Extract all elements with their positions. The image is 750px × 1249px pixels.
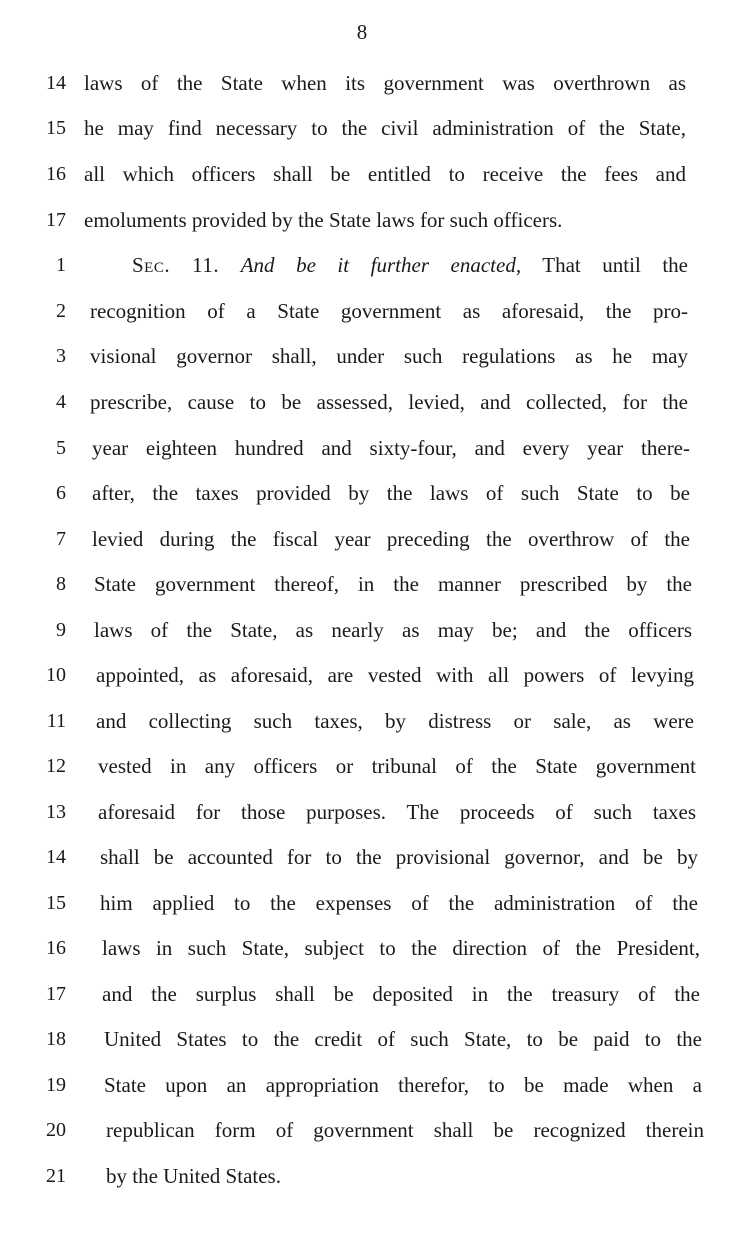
line-number: 14 (46, 72, 66, 94)
text-line (0, 841, 750, 873)
line-number: 17 (46, 983, 66, 1005)
text-line (0, 568, 750, 600)
line-number: 14 (46, 846, 66, 868)
text-line (0, 978, 750, 1010)
line-number: 8 (56, 573, 66, 595)
line-text: laws in such State, subject to the direction of the President, (102, 936, 700, 960)
text-line (0, 1023, 750, 1055)
line-number: 15 (46, 117, 66, 139)
text-line (0, 1069, 750, 1101)
line-text (132, 249, 688, 281)
line-number: 1 (56, 254, 66, 276)
line-text: republican form of government shall be recognized therein (106, 1118, 704, 1142)
line-number: 9 (56, 619, 66, 641)
line-number: 6 (56, 482, 66, 504)
line-text: emoluments provided by the State laws for such officers. (84, 208, 563, 232)
line-text: and the surplus shall be deposited in the treasury of the (102, 982, 700, 1006)
text-line (0, 887, 750, 919)
text-line (0, 204, 750, 236)
section-heading-line (0, 249, 750, 281)
line-text: prescribe, cause to be assessed, levied, and collected, for the (90, 390, 688, 414)
enacting-clause: And be it further enacted, (240, 253, 522, 277)
text-line (0, 1160, 750, 1192)
section-label: Sec. 11. (132, 253, 220, 277)
line-number: 13 (46, 801, 66, 823)
line-text: year eighteen hundred and sixty-four, and every year there- (92, 436, 690, 460)
text-line (0, 386, 750, 418)
line-text: recognition of a State government as aforesaid, the pro- (90, 299, 688, 323)
line-number: 11 (46, 710, 66, 732)
line-text: laws of the State when its government was overthrown as (84, 71, 686, 95)
line-number: 10 (46, 664, 66, 686)
text-line (0, 796, 750, 828)
line-text-remainder: That until the (542, 253, 689, 277)
line-number: 12 (46, 755, 66, 777)
line-text: levied during the fiscal year preceding the overthrow of the (92, 527, 690, 551)
text-line (0, 158, 750, 190)
page-number: 8 (356, 20, 368, 44)
line-text: shall be accounted for to the provisional governor, and be by (100, 845, 698, 869)
line-text: he may find necessary to the civil administration of the State, (84, 116, 686, 140)
text-line (0, 340, 750, 372)
text-line (0, 112, 750, 144)
line-number: 16 (46, 937, 66, 959)
line-text: visional governor shall, under such regulations as he may (90, 344, 688, 368)
line-number: 7 (56, 528, 66, 550)
line-number: 20 (46, 1119, 66, 1141)
text-line (0, 932, 750, 964)
line-number: 16 (46, 163, 66, 185)
line-number: 5 (56, 437, 66, 459)
line-text: him applied to the expenses of the administration of the (100, 891, 698, 915)
line-text: vested in any officers or tribunal of the State government (98, 754, 696, 778)
line-text: laws of the State, as nearly as may be; and the officers (94, 618, 692, 642)
text-line (0, 67, 750, 99)
line-text: State government thereof, in the manner prescribed by the (94, 572, 692, 596)
text-line (0, 750, 750, 782)
line-text: appointed, as aforesaid, are vested with all powers of levying (96, 663, 694, 687)
text-line (0, 477, 750, 509)
text-line (0, 1114, 750, 1146)
line-number: 15 (46, 892, 66, 914)
line-number: 18 (46, 1028, 66, 1050)
line-number: 3 (56, 345, 66, 367)
text-line (0, 295, 750, 327)
line-number: 2 (56, 300, 66, 322)
line-text: all which officers shall be entitled to receive the fees and (84, 162, 686, 186)
line-text: United States to the credit of such State, to be paid to the (104, 1027, 702, 1051)
text-line (0, 432, 750, 464)
line-text: State upon an appropriation therefor, to be made when a (104, 1073, 702, 1097)
line-number: 19 (46, 1074, 66, 1096)
line-number: 21 (46, 1165, 66, 1187)
line-number: 17 (46, 209, 66, 231)
text-line (0, 614, 750, 646)
line-number: 4 (56, 391, 66, 413)
text-line (0, 705, 750, 737)
text-line (0, 523, 750, 555)
line-text: and collecting such taxes, by distress or sale, as were (96, 709, 694, 733)
line-text: after, the taxes provided by the laws of such State to be (92, 481, 690, 505)
line-text: by the United States. (106, 1164, 281, 1188)
line-text: aforesaid for those purposes. The proceeds of such taxes (98, 800, 696, 824)
text-line (0, 659, 750, 691)
